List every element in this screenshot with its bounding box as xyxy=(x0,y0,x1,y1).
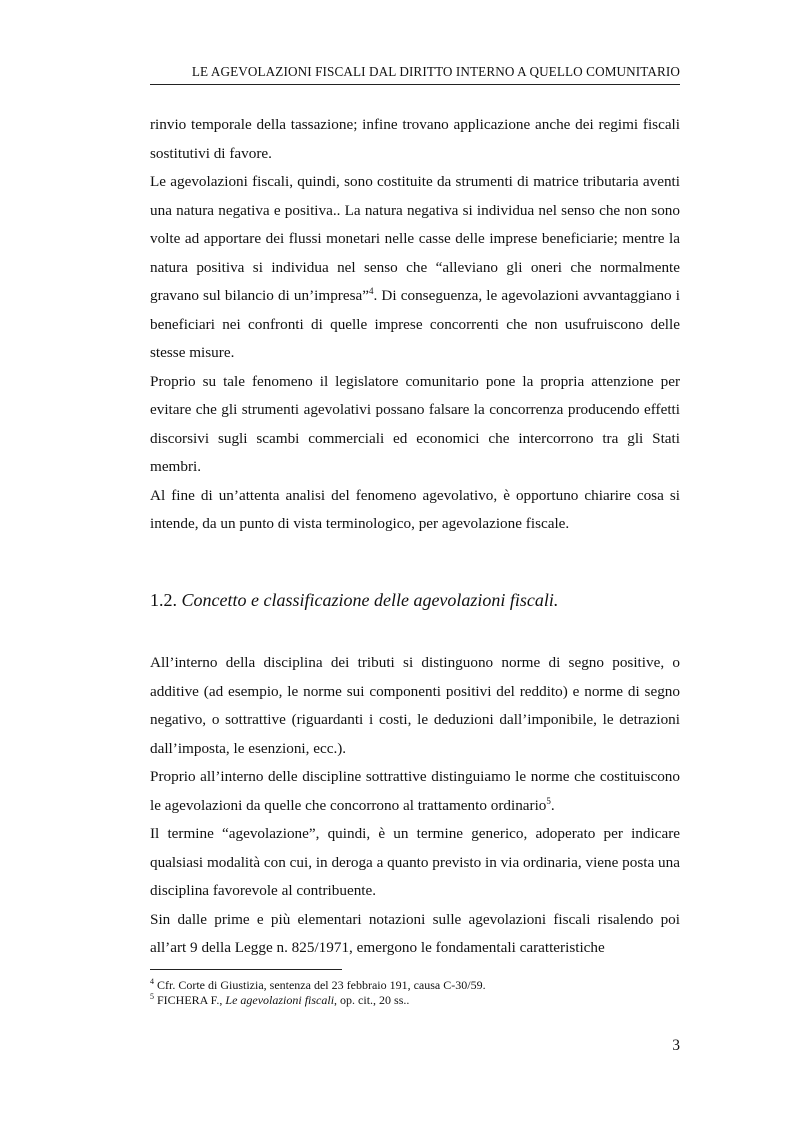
footnotes xyxy=(150,978,680,1007)
footnote-number: 5 xyxy=(150,991,154,1001)
footnote-work-title: Le agevolazioni fiscali xyxy=(225,992,335,1007)
paragraph: Sin dalle prime e più elementari notazioni sulle agevolazioni fiscali risalendo poi all’art 9 della Legge n. 825/1971, emergono le fondamentali caratteristiche xyxy=(150,910,680,956)
paragraph-text: . xyxy=(550,796,555,814)
footnote-4 xyxy=(150,978,680,993)
footnote-ref-4[interactable]: 4 xyxy=(368,285,374,296)
paragraph xyxy=(150,763,680,820)
paragraph: rinvio temporale della tassazione; infine trovano applicazione anche dei regimi fiscali sostitutivi di favore. xyxy=(150,116,680,162)
footnote-text: , op. cit., 20 ss.. xyxy=(334,992,410,1007)
footnote-5 xyxy=(150,993,680,1008)
paragraph-text: Proprio all’interno delle discipline sottrattive distinguiamo le norme che costituiscono le agevolazioni da quelle che concorrono al trattamento ordinario xyxy=(150,768,680,814)
footnote-separator xyxy=(150,969,342,970)
paragraph: Al fine di un’attenta analisi del fenomeno agevolativo, è opportuno chiarire cosa si intende, da un punto di vista terminologico, per agevolazione fiscale. xyxy=(150,486,680,532)
paragraph xyxy=(150,168,680,368)
body-text-top xyxy=(150,111,680,539)
running-header: LE AGEVOLAZIONI FISCALI DAL DIRITTO INTERNO A QUELLO COMUNITARIO xyxy=(150,64,680,85)
page-number: 3 xyxy=(672,1037,680,1054)
footnote-author: FICHERA F., xyxy=(154,992,226,1007)
footnote-number: 4 xyxy=(150,977,154,986)
paragraph: All’interno della disciplina dei tributi si distinguono norme di segno positive, o additive (ad esempio, le norme sui componenti positivi del reddito) e norme di segno negativo, o sottrattive (riguardanti i costi, le deduzioni dall’imponibile, le detrazioni dall’imposta, le esenzioni, ecc.). xyxy=(150,654,680,757)
paragraph-text: Le agevolazioni fiscali, quindi, sono costituite da strumenti di matrice tributaria aventi una natura negativa e positiva.. La natura negativa si individua nel senso che non sono volte ad apportare dei flussi monetari nelle casse delle imprese beneficiarie; mentre la natura positiva si individua nel senso che “alleviano gli oneri che normalmente gravano sul bilancio di un’impresa” xyxy=(150,173,680,304)
section-heading xyxy=(150,590,710,611)
section-number: 1.2. xyxy=(150,590,177,610)
paragraph: Proprio su tale fenomeno il legislatore comunitario pone la propria attenzione per evitare che gli strumenti agevolativi possano falsare la concorrenza producendo effetti discorsivi sugli scambi commerciali ed economici che intercorrono tra gli Stati membri. xyxy=(150,372,680,475)
section-title: Concetto e classificazione delle agevolazioni fiscali. xyxy=(181,590,559,610)
paragraph-text: . Di conseguenza, le agevolazioni avvantaggiano i beneficiari nei confronti di quelle imprese concorrenti che non usufruiscono delle stesse misure. xyxy=(150,287,680,361)
paragraph: Il termine “agevolazione”, quindi, è un termine generico, adoperato per indicare qualsiasi modalità con cui, in deroga a quanto previsto in via ordinaria, viene posta una disciplina favorevole al contribuente. xyxy=(150,825,680,899)
footnote-text: Cfr. Corte di Giustizia, sentenza del 23 febbraio 191, causa C-30/59. xyxy=(154,978,486,992)
body-text-bottom xyxy=(150,649,680,963)
footnote-ref-5[interactable]: 5 xyxy=(546,795,551,806)
